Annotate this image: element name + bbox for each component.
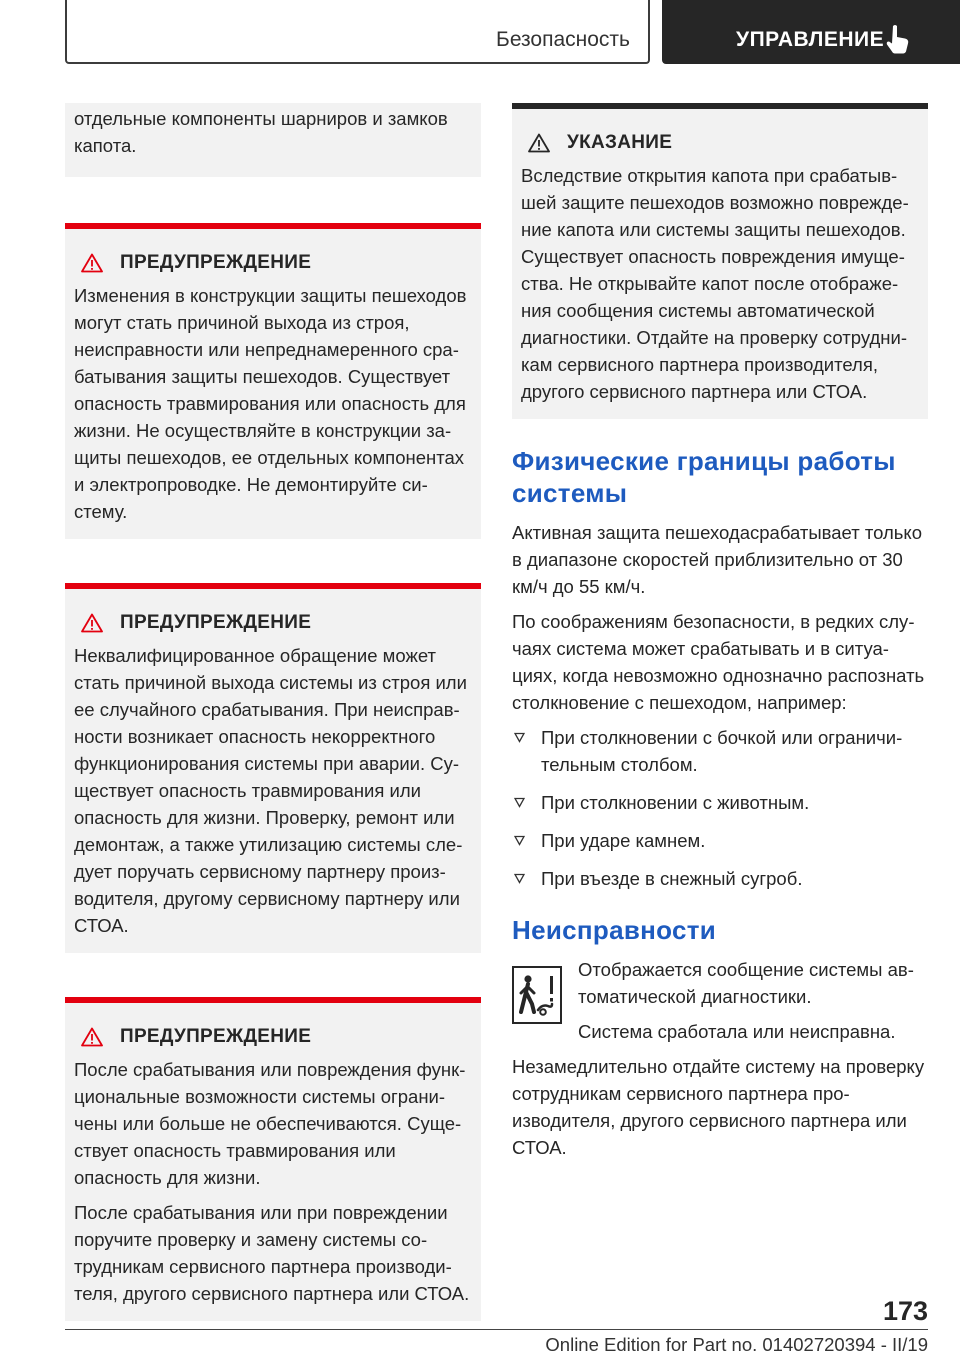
note-title: УКАЗАНИЕ [521, 129, 919, 156]
faults-heading: Неисправности [512, 915, 717, 945]
right-column [512, 103, 928, 1169]
header-section-tab [65, 0, 650, 64]
header-section-label: Безопасность [496, 28, 630, 51]
left-column [65, 103, 481, 1321]
limits-heading: Физические границы работы системы [512, 446, 896, 508]
list-item: При столкновении с бочкой или ограничительным столбом. [512, 724, 928, 778]
faults-text: Незамедлительно отдайте систему на проверку сотрудникам сервисного партнера производителя, другого сервисного партнера или СТОА. [512, 1056, 925, 1158]
limits-text-2: По соображениям безопасности, в редких случаях система может срабатывать и в ситуациях, когда невозможно однозначно распознать столкновение с пешеходом, например: [512, 611, 925, 713]
warning-triangle-icon [81, 1027, 103, 1047]
continued-text: отдельные компоненты шарниров и замков капота. [74, 108, 448, 156]
page-number: 173 [882, 1296, 928, 1326]
warning-title-1: ПРЕДУПРЕЖДЕНИЕ [74, 249, 472, 276]
list-item: При въезде в снежный сугроб. [512, 865, 928, 892]
warning-text-3b: После срабатывания или при повреждении поручите проверку и замену системы сотрудникам сервисного партнера производителя, другого сервисного партнера или СТОА. [74, 1202, 470, 1304]
warning-triangle-icon [81, 613, 103, 633]
continued-box [65, 103, 481, 177]
warning-box-2 [65, 583, 481, 953]
triangle-bullet-icon [514, 835, 525, 846]
note-text: Вследствие открытия капота при срабатывшей защите пешеходов возможно повреждение капота или системы защиты пешеходов. Существует опасность повреждения имущества. Не открывайте капот после отображения сообщения системы автоматической диагностики. Отдайте на проверку сотрудникам сервисного партнера производителя, другого сервисного партнера или СТОА. [521, 165, 909, 402]
warning-triangle-icon [528, 133, 550, 153]
triangle-bullet-icon [514, 732, 525, 743]
warning-text-1: Изменения в конструкции защиты пешеходов могут стать причиной выхода из строя, неисправности или непреднамеренного срабатывания защиты пешеходов. Существует опасность травмирования или опасность для жизни. Не осуществляйте в конструкции защиты пешеходов, ее отдельных компонентах и электропроводке. Не демонтируйте систему. [74, 285, 467, 522]
warning-title-3: ПРЕДУПРЕЖДЕНИЕ [74, 1023, 472, 1050]
footer-edition: Online Edition for Part no. 01402720394 - II/19 [545, 1334, 928, 1355]
warning-title-2: ПРЕДУПРЕЖДЕНИЕ [74, 609, 472, 636]
pedestrian-protection-fault-icon [512, 966, 562, 1024]
triangle-bullet-icon [514, 873, 525, 884]
warning-box-3 [65, 997, 481, 1321]
fault-icon-text-1: Отображается сообщение системы автоматической диагностики. [578, 959, 914, 1007]
list-item: При столкновении с животным. [512, 789, 928, 816]
limits-text-1: Активная защита пешеходасрабатывает только в диапазоне скоростей приблизительно от 30 км/ч до 55 км/ч. [512, 522, 923, 597]
warning-triangle-icon [81, 253, 103, 273]
header-chapter-tab [662, 0, 960, 64]
warning-box-1 [65, 223, 481, 539]
fault-message-row [512, 956, 928, 1053]
list-item: При ударе камнем. [512, 827, 928, 854]
fault-icon-text-2: Система сработала или неисправна. [578, 1021, 896, 1042]
warning-text-3a: После срабатывания или повреждения функциональные возможности системы ограничены или больше не обеспечиваются. Существует опасность травмирования или опасность для жизни. [74, 1059, 466, 1188]
hand-pointer-icon [884, 24, 912, 54]
footer-divider [65, 1329, 928, 1330]
triangle-bullet-icon [514, 797, 525, 808]
limits-list [512, 724, 928, 892]
warning-text-2: Неквалифицированное обращение может стать причиной выхода системы из строя или ее случайного срабатывания. При неисправности возникает опасность некорректного функционирования системы при аварии. Существует опасность травмирования или опасность для жизни. Проверку, ремонт или демонтаж, а также утилизацию системы следует поручать сервисному партнеру производителя, другому сервисному партнеру или СТОА. [74, 645, 467, 936]
header-chapter-label: УПРАВЛЕНИЕ [736, 28, 885, 51]
note-box [512, 103, 928, 419]
